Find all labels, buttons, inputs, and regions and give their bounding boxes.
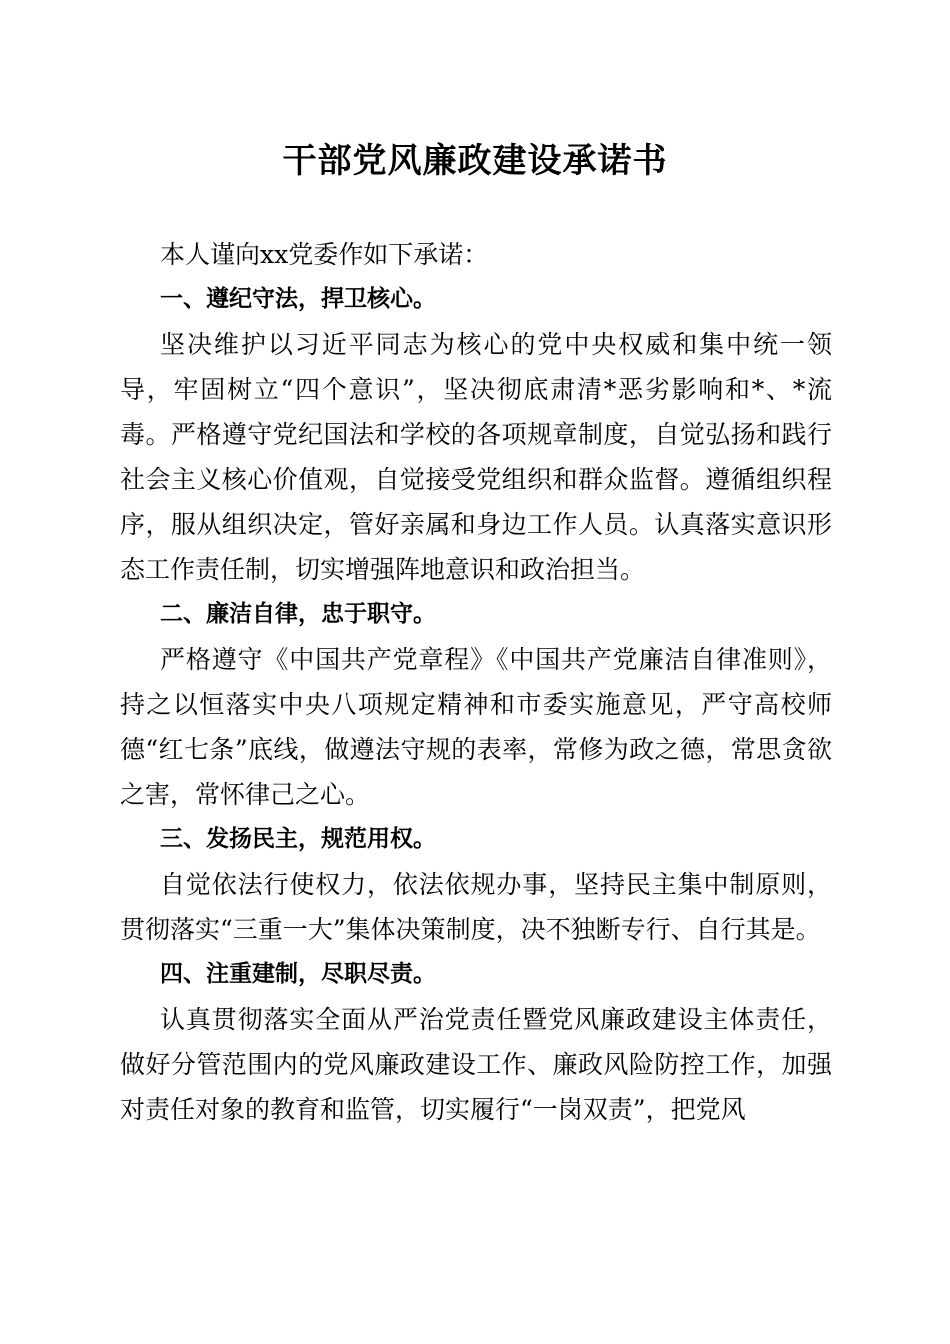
section-4-body: 认真贯彻落实全面从严治党责任暨党风廉政建设主体责任，做好分管范围内的党风廉政建设工作、廉政风险防控工作，加强对责任对象的教育和监管，切实履行“一岗双责”，把党风 [120, 1005, 832, 1124]
document-title: 干部党风廉政建设承诺书 [282, 141, 668, 181]
section-3-heading: 三、发扬民主，规范用权。 [160, 826, 436, 852]
section-2-body: 严格遵守《中国共产党章程》《中国共产党廉洁自律准则》，持之以恒落实中央八项规定精神和市委实施意见，严守高校师德“红七条”底线，做遵法守规的表率，常修为政之德，常思贪欲之害，常怀律己之心。 [120, 645, 832, 809]
section-2-heading: 二、廉洁自律，忠于职守。 [160, 601, 436, 627]
intro-paragraph: 本人谨向xx党委作如下承诺： [160, 240, 489, 269]
section-3-body: 自觉依法行使权力，依法依规办事，坚持民主集中制原则，贯彻落实“三重一大”集体决策制度，决不独断专行、自行其是。 [120, 870, 832, 944]
section-1-body: 坚决维护以习近平同志为核心的党中央权威和集中统一领导，牢固树立“四个意识”，坚决彻底肃清*恶劣影响和*、*流毒。严格遵守党纪国法和学校的各项规章制度，自觉弘扬和践行社会主义核心价值观，自觉接受党组织和群众监督。遵循组织程序，服从组织决定，管好亲属和身边工作人员。认真落实意识形态工作责任制，切实增强阵地意识和政治担当。 [120, 330, 832, 584]
document-body [120, 232, 832, 1132]
section-4-heading: 四、注重建制，尽职尽责。 [160, 961, 436, 987]
section-1-heading: 一、遵纪守法，捍卫核心。 [160, 286, 436, 312]
